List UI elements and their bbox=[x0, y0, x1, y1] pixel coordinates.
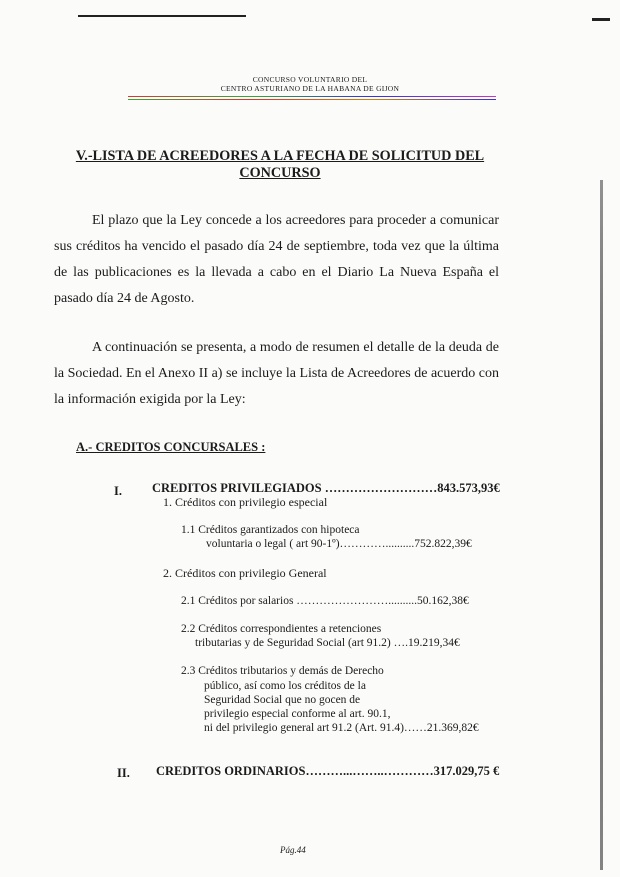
item-2-3-line-2: público, así como los créditos de la bbox=[204, 680, 366, 692]
numeral-ii: II. bbox=[117, 766, 130, 780]
header-rule bbox=[128, 96, 496, 97]
item-2-3-line-5: ni del privilegio general art 91.2 (Art. 91.4)……21.369,82€ bbox=[204, 722, 479, 734]
item-2-2-line-2: tributarias y de Seguridad Social (art 91.2) ….19.219,34€ bbox=[195, 637, 460, 649]
top-rule bbox=[78, 15, 246, 17]
item-1-1-line-1: 1.1 Créditos garantizados con hipoteca bbox=[181, 524, 360, 536]
item-2-3-line-4: privilegio especial conforme al art. 90.1, bbox=[204, 708, 391, 720]
item-2-3-line-3: Seguridad Social que no gocen de bbox=[204, 694, 361, 706]
section-title bbox=[60, 148, 500, 182]
paragraph-deadline: El plazo que la Ley concede a los acreedores para proceder a comunicar sus créditos ha vencido el pasado día 24 de septiembre, toda vez que la última de las publicaciones es la llevada a cabo en el Diario La Nueva España el pasado día 24 de Agosto. bbox=[54, 213, 499, 306]
header-rule bbox=[128, 99, 496, 100]
item-2-1: 2.1 Créditos por salarios ……………………..........50.162,38€ bbox=[181, 595, 469, 607]
title-line-1: V.-LISTA DE ACREEDORES A LA FECHA DE SOLICITUD DEL bbox=[75, 148, 485, 164]
numeral-i: I. bbox=[114, 484, 122, 498]
privileged-credits-total: CREDITOS PRIVILEGIADOS ………………………843.573,93€ bbox=[152, 481, 500, 495]
scan-edge bbox=[600, 180, 603, 870]
subsection-heading: A.- CREDITOS CONCURSALES : bbox=[76, 440, 266, 454]
title-line-2: CONCURSO bbox=[239, 165, 321, 181]
item-2-2-line-1: 2.2 Créditos correspondientes a retenciones bbox=[181, 623, 382, 635]
document-header bbox=[140, 75, 480, 93]
special-privilege-label: 1. Créditos con privilegio especial bbox=[163, 495, 328, 509]
header-line-1: CONCURSO VOLUNTARIO DEL bbox=[252, 75, 368, 84]
header-line-2: CENTRO ASTURIANO DE LA HABANA DE GIJON bbox=[220, 84, 400, 93]
general-privilege-label: 2. Créditos con privilegio General bbox=[163, 566, 327, 580]
corner-mark bbox=[592, 18, 610, 21]
item-1-1-line-2: voluntaria o legal ( art 90-1º)…………..........752.822,39€ bbox=[206, 538, 472, 550]
ordinary-credits-total: CREDITOS ORDINARIOS………...……..…………317.029,75 € bbox=[156, 764, 500, 778]
paragraph-summary: A continuación se presenta, a modo de resumen el detalle de la deuda de la Sociedad. En el Anexo II a) se incluye la Lista de Acreedores de acuerdo con la información exigida por la Ley: bbox=[54, 340, 499, 407]
page-number: Pág.44 bbox=[280, 845, 306, 855]
item-2-3-line-1: 2.3 Créditos tributarios y demás de Derecho bbox=[181, 665, 384, 677]
